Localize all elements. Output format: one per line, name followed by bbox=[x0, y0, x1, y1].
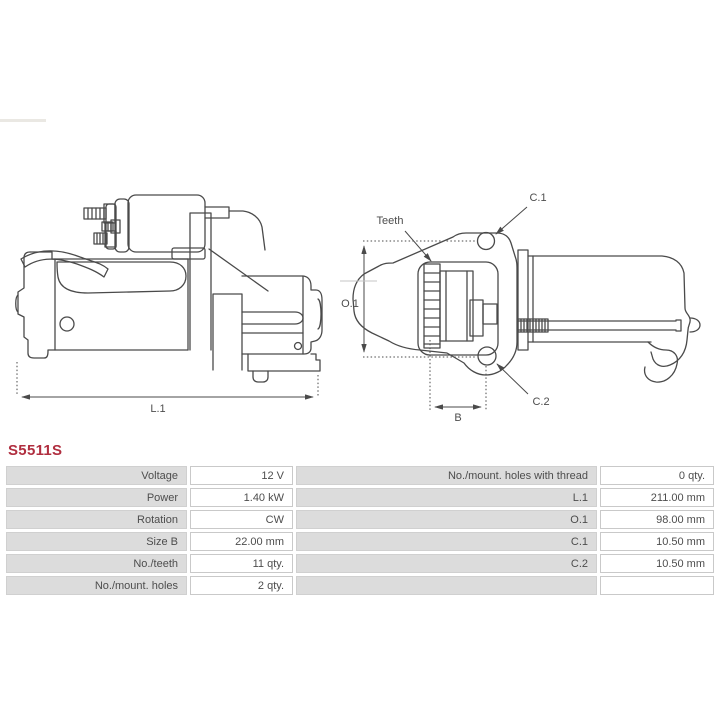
spec-label: No./mount. holes with thread bbox=[296, 466, 597, 485]
drive-housing-top bbox=[172, 207, 265, 259]
l1-extension-lines bbox=[17, 362, 318, 396]
spec-label: L.1 bbox=[296, 488, 597, 507]
motor-housing bbox=[518, 250, 700, 382]
dim-label-l1: L.1 bbox=[150, 403, 166, 415]
mounting-hole-c1 bbox=[478, 233, 495, 250]
spec-value: 1.40 kW bbox=[190, 488, 293, 507]
o1-extension-lines bbox=[363, 241, 477, 357]
spec-label: Rotation bbox=[6, 510, 187, 529]
spec-value: 10.50 mm bbox=[600, 554, 714, 573]
c1-leader-line bbox=[496, 207, 527, 234]
spec-value: 10.50 mm bbox=[600, 532, 714, 551]
spec-value: 98.00 mm bbox=[600, 510, 714, 529]
spec-label: Size B bbox=[6, 532, 187, 551]
housing-hole bbox=[295, 343, 302, 350]
dim-label-b: B bbox=[454, 412, 462, 424]
spec-value: 211.00 mm bbox=[600, 488, 714, 507]
solenoid bbox=[84, 195, 205, 252]
drive-end-housing bbox=[190, 213, 322, 382]
spec-value bbox=[600, 576, 714, 595]
spec-label: Voltage bbox=[6, 466, 187, 485]
spec-value: 22.00 mm bbox=[190, 532, 293, 551]
teeth-label: Teeth bbox=[376, 215, 404, 227]
spec-table bbox=[6, 466, 714, 595]
spec-label bbox=[296, 576, 597, 595]
side-view-drawing bbox=[16, 195, 322, 382]
spec-value: 11 qty. bbox=[190, 554, 293, 573]
dim-label-c2: C.2 bbox=[532, 396, 550, 408]
spec-value: 0 qty. bbox=[600, 466, 714, 485]
spec-label: Power bbox=[6, 488, 187, 507]
spec-value: CW bbox=[190, 510, 293, 529]
spec-label: No./teeth bbox=[6, 554, 187, 573]
b-extension-lines bbox=[430, 340, 486, 410]
spec-value: 12 V bbox=[190, 466, 293, 485]
cable bbox=[21, 251, 108, 277]
yoke-hole bbox=[60, 317, 74, 331]
terminal-stud-top bbox=[84, 208, 106, 219]
spec-value: 2 qty. bbox=[190, 576, 293, 595]
dim-label-o1: O.1 bbox=[341, 298, 359, 310]
spec-label: C.2 bbox=[296, 554, 597, 573]
mounting-hole-c2 bbox=[478, 347, 496, 365]
dimension-labels bbox=[150, 192, 549, 424]
front-view-drawing bbox=[353, 233, 700, 383]
spec-label: C.1 bbox=[296, 532, 597, 551]
dim-label-c1: C.1 bbox=[529, 192, 547, 204]
c2-leader-line bbox=[497, 364, 528, 394]
spec-label: No./mount. holes bbox=[6, 576, 187, 595]
spec-label: O.1 bbox=[296, 510, 597, 529]
motor-yoke bbox=[16, 252, 188, 358]
pinion-gear bbox=[424, 264, 497, 348]
part-number: S5511S bbox=[8, 442, 63, 459]
